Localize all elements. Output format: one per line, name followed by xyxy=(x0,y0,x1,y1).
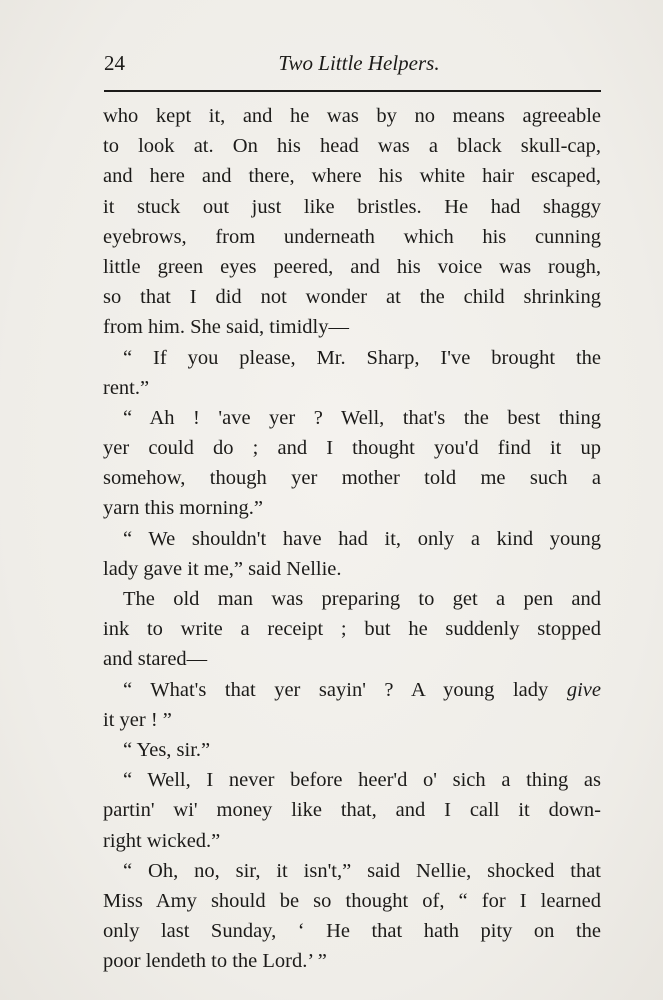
text-line-content: only last Sunday, ‘ He that hath pity on the xyxy=(103,920,601,943)
text-line-content: “ Well, I never before heer'd o' sich a thing as xyxy=(123,769,601,792)
text-line-content: and here and there, where his white hair escaped, xyxy=(103,165,601,188)
text-line-content: “ What's that yer sayin' ? A young lady xyxy=(123,678,567,701)
text-line xyxy=(103,252,601,282)
text-line-content: yarn this morning.” xyxy=(103,497,263,520)
text-line-content: from him. She said, timidly— xyxy=(103,316,349,339)
text-line-content: “ If you please, Mr. Sharp, I've brought the xyxy=(123,346,601,369)
text-line-content: right wicked.” xyxy=(103,829,221,852)
text-line-content: “ Oh, no, sir, it isn't,” said Nellie, shocked that xyxy=(123,859,601,882)
text-line xyxy=(103,584,601,614)
text-line xyxy=(103,161,601,191)
page-header xyxy=(104,48,600,78)
text-line xyxy=(103,705,601,735)
text-line xyxy=(103,101,601,131)
text-line xyxy=(103,916,601,946)
text-line xyxy=(103,192,601,222)
text-line-content: ink to write a receipt ; but he suddenly stopped xyxy=(103,618,601,641)
text-line-content: somehow, though yer mother told me such a xyxy=(103,467,601,490)
text-line xyxy=(103,675,601,705)
text-line xyxy=(103,343,601,373)
text-line-content: poor lendeth to the Lord.’ ” xyxy=(103,950,327,973)
text-line xyxy=(103,765,601,795)
text-line xyxy=(103,826,601,856)
text-line-content: little green eyes peered, and his voice was rough, xyxy=(103,255,601,278)
text-line xyxy=(103,282,601,312)
text-line-content: partin' wi' money like that, and I call it down- xyxy=(103,799,601,822)
text-line xyxy=(103,554,601,584)
text-line xyxy=(103,644,601,674)
text-line-content: The old man was preparing to get a pen and xyxy=(123,588,601,610)
text-line xyxy=(103,433,601,463)
italic-word: give xyxy=(566,678,601,701)
header-rule xyxy=(104,90,601,92)
text-line-content: lady gave it me,” said Nellie. xyxy=(103,557,342,580)
text-line xyxy=(103,312,601,342)
text-line xyxy=(103,946,601,976)
body-text xyxy=(103,101,601,976)
text-line xyxy=(103,373,601,403)
text-line-content: Miss Amy should be so thought of, “ for I learned xyxy=(103,889,601,912)
text-line-content: it yer ! ” xyxy=(103,708,172,731)
text-line-content: “ Ah ! 'ave yer ? Well, that's the best thing xyxy=(123,406,601,429)
text-line xyxy=(103,222,601,252)
text-line xyxy=(103,735,601,765)
text-line-content: rent.” xyxy=(103,376,150,399)
text-line xyxy=(103,463,601,493)
text-line-content: who kept it, and he was by no means agreeable xyxy=(103,105,601,127)
text-line xyxy=(103,795,601,825)
text-line-content: and stared— xyxy=(103,648,208,671)
text-line xyxy=(103,614,601,644)
text-line xyxy=(103,403,601,433)
text-line-content: it stuck out just like bristles. He had shaggy xyxy=(103,195,601,218)
text-line-content: yer could do ; and I thought you'd find it up xyxy=(103,437,601,460)
text-line-content: to look at. On his head was a black skull-cap, xyxy=(103,135,601,158)
page-number: 24 xyxy=(104,51,125,75)
text-line-content: “ Yes, sir.” xyxy=(123,738,211,761)
text-line-content: so that I did not wonder at the child shrinking xyxy=(103,286,601,309)
running-title: Two Little Helpers. xyxy=(278,51,440,75)
text-line xyxy=(103,524,601,554)
text-line xyxy=(103,856,601,886)
text-line xyxy=(103,886,601,916)
text-line xyxy=(103,131,601,161)
text-line-content: eyebrows, from underneath which his cunning xyxy=(103,225,601,248)
text-line-content: “ We shouldn't have had it, only a kind young xyxy=(123,527,601,550)
text-line xyxy=(103,493,601,523)
